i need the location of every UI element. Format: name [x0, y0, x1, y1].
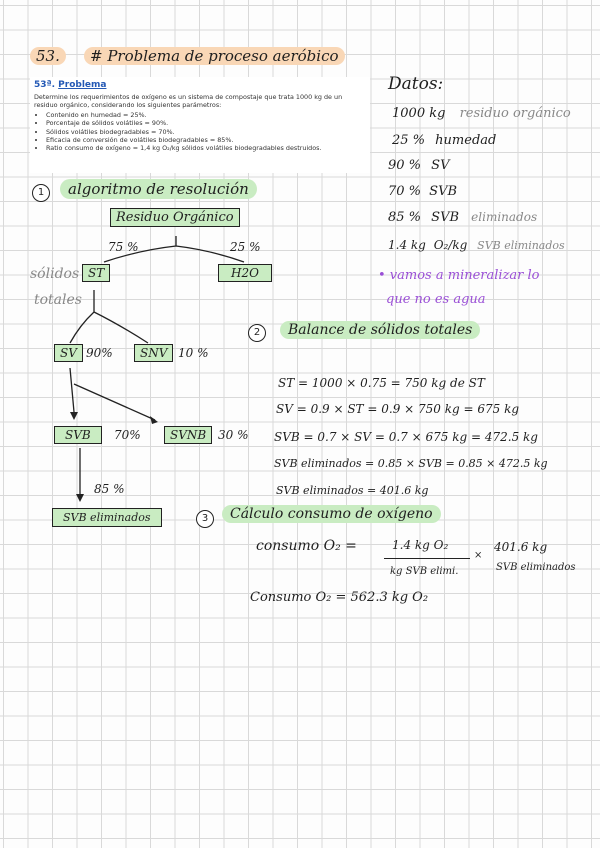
elim-pct: 85 %	[94, 482, 125, 496]
datos-row: 25 % humedad	[392, 133, 497, 148]
problem-number: 53.	[30, 47, 66, 65]
node-svnb: SVNB	[164, 426, 212, 444]
pct-left: 75 %	[108, 240, 139, 254]
equation-svb-elim: SVB eliminados = 0.85 × SVB = 0.85 × 472.5 kg	[274, 457, 548, 470]
datos-title: Datos:	[388, 74, 444, 94]
node-snv: SNV	[134, 344, 173, 362]
oxygen-result: Consumo O₂ = 562.3 kg O₂	[250, 590, 429, 605]
parameter-item: • Porcentaje de sólidos volátiles = 90%.	[46, 119, 366, 127]
section-1-number: 1	[32, 184, 50, 202]
equation-sv: SV = 0.9 × ST = 0.9 × 750 kg = 675 kg	[276, 402, 520, 416]
equation-svb: SVB = 0.7 × SV = 0.7 × 675 kg = 472.5 kg	[274, 430, 538, 444]
datos-row: 1000 kg residuo orgánico	[392, 106, 571, 121]
remark-line: • vamos a mineralizar lo	[378, 268, 540, 283]
factor-unit: SVB eliminados	[496, 562, 576, 573]
equation-svb-elim-result: SVB eliminados = 401.6 kg	[276, 484, 429, 497]
problem-description: Determine los requerimientos de oxígeno es un sistema de compostaje que trata 1000 kg de un residuo orgánico, considerando los siguientes parámetros:	[34, 93, 343, 110]
parameter-item: • Sólidos volátiles biodegradables = 70%.	[46, 128, 366, 136]
sv-pct: 90%	[86, 346, 113, 360]
solidos-label: sólidos	[30, 266, 80, 282]
datos-row: 70 % SVB	[388, 184, 458, 199]
section-1-title: algoritmo de resolución	[60, 180, 257, 198]
section-2-number: 2	[248, 324, 266, 342]
arrow-head	[150, 416, 158, 424]
parameter-list	[34, 111, 366, 153]
problem-title: 53ª. Problema	[34, 80, 107, 90]
datos-row: 1.4 kg O₂/kg SVB eliminados	[388, 238, 565, 252]
node-svb-eliminados: SVB eliminados	[52, 508, 162, 527]
remark-line: que no es agua	[386, 292, 486, 307]
node-residuo-organico: Residuo Orgánico	[110, 208, 240, 227]
node-sv: SV	[54, 344, 83, 362]
sv-to-svnb-line	[74, 384, 155, 420]
section-3-number: 3	[196, 510, 214, 528]
fraction-bar	[384, 558, 470, 559]
parameter-item: • Eficacia de conversión de volátiles biodegradables = 85%.	[46, 136, 366, 144]
parameter-item: • Contenido en humedad = 25%.	[46, 111, 366, 119]
node-st: ST	[82, 264, 110, 282]
datos-row: 85 % SVB eliminados	[388, 210, 538, 225]
consumo-lhs: consumo O₂ =	[256, 538, 357, 554]
page-title: # Problema de proceso aeróbico	[84, 47, 345, 65]
problem-statement	[30, 77, 370, 173]
problem-link[interactable]: Problema	[58, 80, 107, 90]
sv-to-svb-line	[70, 368, 74, 412]
arrow-head	[70, 412, 78, 420]
section-2-title: Balance de sólidos totales	[280, 322, 480, 338]
node-svb: SVB	[54, 426, 102, 444]
times-sign: ×	[474, 550, 483, 561]
svnb-pct: 30 %	[218, 428, 249, 442]
fraction-numerator: 1.4 kg O₂	[392, 538, 449, 552]
svb-pct: 70%	[114, 428, 141, 442]
section-3-title: Cálculo consumo de oxígeno	[222, 506, 441, 522]
fraction-denominator: kg SVB elimi.	[390, 566, 459, 577]
pct-right: 25 %	[230, 240, 261, 254]
node-h2o: H2O	[218, 264, 272, 282]
totales-label: totales	[34, 292, 82, 308]
arrow-head	[76, 494, 84, 502]
parameter-item: • Ratio consumo de oxígeno = 1,4 kg O₂/kg sólidos volátiles biodegradables destruidos.	[46, 144, 366, 152]
snv-pct: 10 %	[178, 346, 209, 360]
equation-st: ST = 1000 × 0.75 = 750 kg de ST	[278, 376, 485, 390]
datos-row: 90 % SV	[388, 158, 450, 173]
factor-value: 401.6 kg	[494, 540, 548, 554]
